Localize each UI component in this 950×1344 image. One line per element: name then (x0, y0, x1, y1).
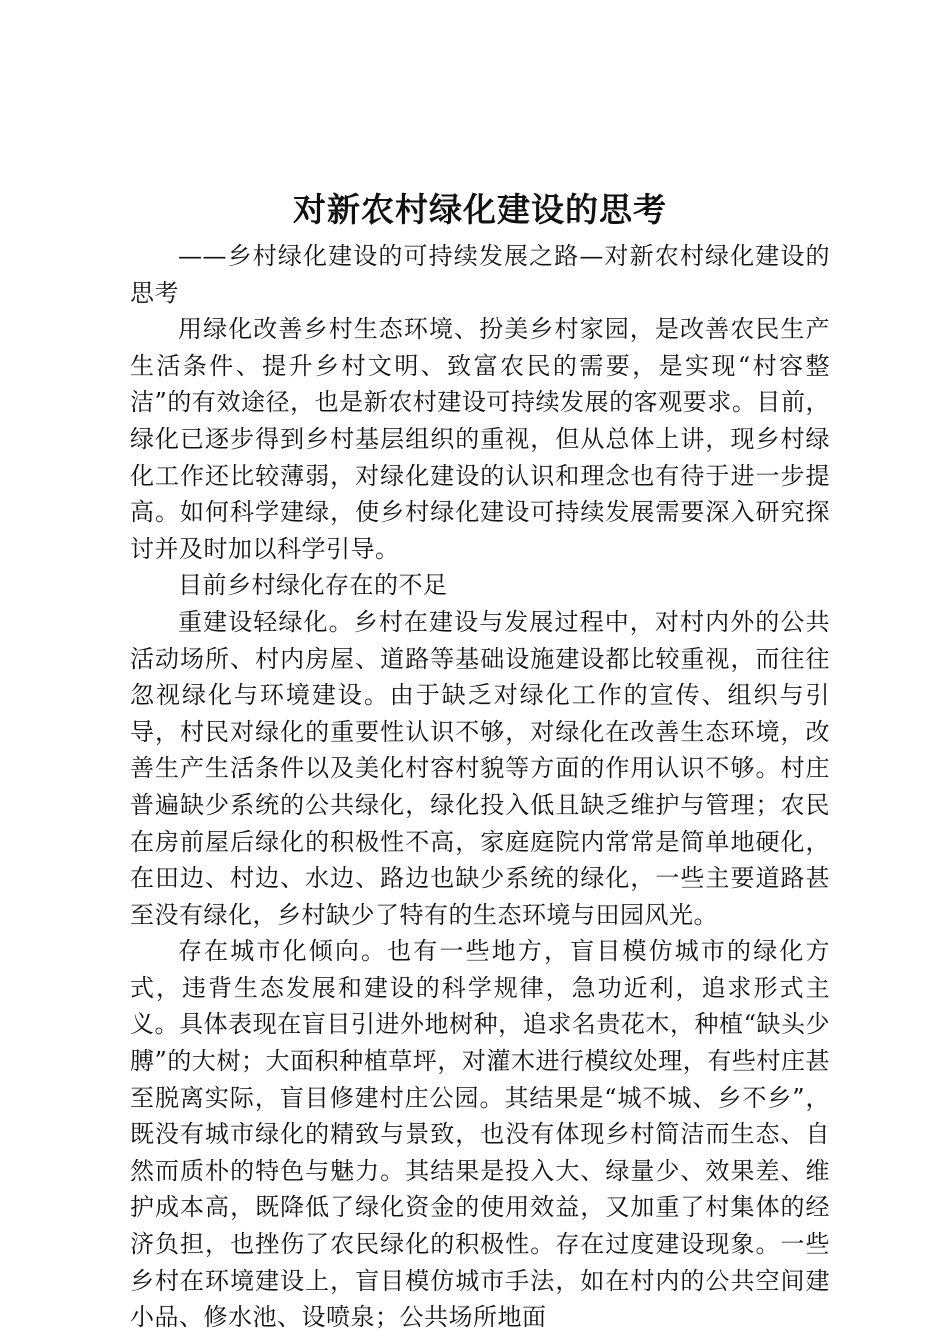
body-paragraph: 重建设轻绿化。乡村在建设与发展过程中，对村内外的公共活动场所、村内房屋、道路等基础设施建设都比较重视，而往往忽视绿化与环境建设。由于缺乏对绿化工作的宣传、组织与引导，村民对绿化的重要性认识不够，对绿化在改善生态环境，改善生产生活条件以及美化村容村貌等方面的作用认识不够。村庄普遍缺少系统的公共绿化，绿化投入低且缺乏维护与管理；农民在房前屋后绿化的积极性不高，家庭庭院内常常是简单地硬化，在田边、村边、水边、路边也缺少系统的绿化，一些主要道路甚至没有绿化，乡村缺少了特有的生态环境与田园风光。 (130, 607, 830, 929)
document-title: 对新农村绿化建设的思考 (293, 190, 667, 229)
intro-paragraph: 用绿化改善乡村生态环境、扮美乡村家园，是改善农民生产生活条件、提升乡村文明、致富农民的需要，是实现“村容整洁”的有效途径，也是新农村建设可持续发展的客观要求。目前，绿化已逐步得到乡村基层组织的重视，但从总体上讲，现乡村绿化工作还比较薄弱，对绿化建设的认识和理念也有待于进一步提高。如何科学建绿，使乡村绿化建设可持续发展需要深入研究探讨并及时加以科学引导。 (130, 315, 830, 563)
subtitle-paragraph: ——乡村绿化建设的可持续发展之路—对新农村绿化建设的思考 (130, 242, 830, 307)
section-heading: 目前乡村绿化存在的不足 (178, 571, 448, 600)
document-page (130, 186, 830, 1336)
body-paragraph: 存在城市化倾向。也有一些地方，盲目模仿城市的绿化方式，违背生态发展和建设的科学规律，急功近利，追求形式主义。具体表现在盲目引进外地树种，追求名贵花木，种植“缺头少膊”的大树；大面积种植草坪，对灌木进行模纹处理，有些村庄甚至脱离实际，盲目修建村庄公园。其结果是“城不城、乡不乡”，既没有城市绿化的精致与景致，也没有体现乡村简洁而生态、自然而质朴的特色与魅力。其结果是投入大、绿量少、效果差、维护成本高，既降低了绿化资金的使用效益，又加重了村集体的经济负担，也挫伤了农民绿化的积极性。存在过度建设现象。一些乡村在环境建设上，盲目模仿城市手法，如在村内的公共空间建小品、修水池、设喷泉；公共场所地面 (130, 937, 830, 1332)
